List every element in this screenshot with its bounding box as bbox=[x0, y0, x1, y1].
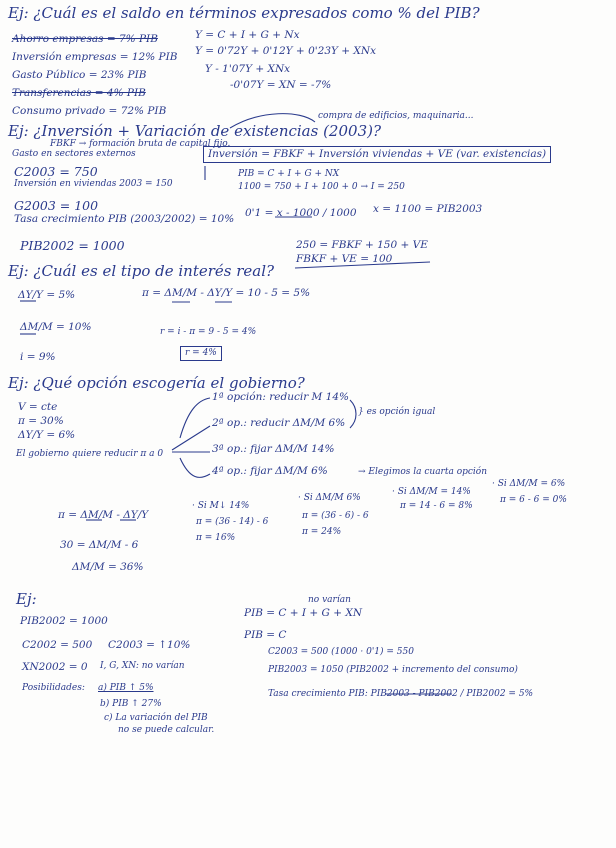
ex3-dm: ΔM/M = 10% bbox=[20, 321, 92, 333]
ex3-pi: π = ΔM/M - ΔY/Y = 10 - 5 = 5% bbox=[142, 287, 311, 299]
ex4-option4: 4ª op.: fijar ΔM/M 6% bbox=[212, 465, 328, 477]
ex5-option-c2: no se puede calcular. bbox=[118, 725, 215, 735]
ex5-r4: PIB2003 = 1050 (PIB2002 + incremento del consumo) bbox=[268, 665, 518, 675]
brace-top bbox=[180, 398, 210, 438]
ex2-eq5: 250 = FBKF + 150 + VE bbox=[296, 239, 428, 251]
ex3-question: Ej: ¿Cuál es el tipo de interés real? bbox=[8, 262, 275, 280]
ex5-r3: C2003 = 500 (1000 · 0'1) = 550 bbox=[268, 647, 414, 657]
ex5-option-b: b) PIB ↑ 27% bbox=[100, 699, 162, 709]
ex1-eq-1: Y = C + I + G + Nx bbox=[195, 29, 300, 41]
ex5-r2: PIB = C bbox=[244, 629, 287, 641]
ex4-case1-b: π = (36 - 14) - 6 bbox=[196, 517, 269, 527]
ex5-pos-label: Posibilidades: bbox=[22, 683, 85, 693]
brace-mid1 bbox=[172, 426, 210, 450]
ex1-question: Ej: ¿Cuál es el saldo en términos expresados como % del PIB? bbox=[8, 4, 480, 22]
ex5-c2002: C2002 = 500 bbox=[22, 639, 93, 651]
ex5-xn2002: XN2002 = 0 bbox=[22, 661, 88, 673]
ex5-note: no varían bbox=[308, 595, 351, 605]
ex4-formula: π = ΔM/M - ΔY/Y bbox=[58, 509, 149, 521]
ex5-c2003: C2003 = ↑10% bbox=[108, 639, 191, 651]
ex4-option3: 3ª op.: fijar ΔM/M 14% bbox=[212, 443, 335, 455]
ex2-eq6: FBKF + VE = 100 bbox=[296, 253, 393, 265]
ex4-v: V = cte bbox=[18, 401, 58, 413]
ex4-case4-a: · Si ΔM/M = 6% bbox=[492, 479, 566, 489]
ex2-boxed-formula: Inversión = FBKF + Inversión viviendas + VE (var. existencias) bbox=[203, 146, 551, 163]
ex3-r: r = i - π = 9 - 5 = 4% bbox=[160, 327, 257, 337]
ex2-eq1: PIB = C + I + G + NX bbox=[238, 169, 340, 179]
ex2-note-top: compra de edificios, maquinaria... bbox=[318, 111, 474, 121]
ex2-eq2: 1100 = 750 + I + 100 + 0 → I = 250 bbox=[238, 182, 405, 192]
ex1-item-ahorro: Ahorro empresas = 7% PIB bbox=[12, 33, 158, 45]
ex2-pib2002: PIB2002 = 1000 bbox=[20, 238, 125, 253]
ex2-g2003: G2003 = 100 bbox=[14, 198, 99, 213]
ex1-item-transferencias: Transferencias = 4% PIB bbox=[12, 87, 146, 99]
ex2-tasa: Tasa crecimiento PIB (2003/2002) = 10% bbox=[14, 213, 235, 225]
ex4-case1-c: π = 16% bbox=[196, 533, 236, 543]
ex4-pi: π = 30% bbox=[18, 415, 64, 427]
ex1-item-consumo: Consumo privado = 72% PIB bbox=[12, 105, 167, 117]
ex2-eq3: 0'1 = x - 1000 / 1000 bbox=[245, 207, 357, 219]
ex1-eq-3: Y - 1'07Y + XNx bbox=[205, 63, 291, 75]
ex5-option-a: a) PIB ↑ 5% bbox=[98, 683, 154, 693]
ex4-case3-a: · Si ΔM/M = 14% bbox=[392, 487, 471, 497]
ex4-case3-b: π = 14 - 6 = 8% bbox=[400, 501, 473, 511]
ex2-viviendas: Inversión en viviendas 2003 = 150 bbox=[14, 179, 173, 189]
ex1-eq-2: Y = 0'72Y + 0'12Y + 0'23Y + XNx bbox=[195, 45, 376, 57]
ex1-item-gasto: Gasto Público = 23% PIB bbox=[12, 69, 147, 81]
brace-right bbox=[350, 400, 356, 428]
ex4-case2-c: π = 24% bbox=[302, 527, 342, 537]
ex4-option2: 2ª op.: reducir ΔM/M 6% bbox=[212, 417, 346, 429]
ex5-option-c1: c) La variación del PIB bbox=[104, 713, 208, 723]
ex2-question: Ej: ¿Inversión + Variación de existencias (2003)? bbox=[8, 122, 382, 140]
ex5-pib2002: PIB2002 = 1000 bbox=[20, 615, 108, 627]
ex4-case4-b: π = 6 - 6 = 0% bbox=[500, 495, 567, 505]
ex4-case1-a: · Si M↓ 14% bbox=[192, 501, 250, 511]
ex3-i: i = 9% bbox=[20, 351, 56, 363]
ex4-same: } es opción igual bbox=[358, 407, 436, 417]
ex4-question: Ej: ¿Qué opción escogería el gobierno? bbox=[8, 374, 305, 392]
ex4-goal: El gobierno quiere reducir π a 0 bbox=[16, 449, 164, 459]
brace-bottom bbox=[180, 458, 210, 477]
ex5-title: Ej: bbox=[16, 590, 37, 608]
ex5-no-varian: I, G, XN: no varían bbox=[100, 661, 185, 671]
ex2-gasto: Gasto en sectores externos bbox=[12, 149, 136, 159]
ex5-r5: Tasa crecimiento PIB: PIB2003 - PIB2002 / PIB2002 = 5% bbox=[268, 689, 534, 699]
ex4-option1: 1ª opción: reducir M 14% bbox=[212, 391, 349, 403]
ex4-choose: → Elegimos la cuarta opción bbox=[358, 467, 488, 477]
ex2-fbkf: FBKF → formación bruta de capital fijo. bbox=[50, 139, 231, 149]
ex3-r-boxed: r = 4% bbox=[180, 346, 222, 361]
ex3-dy: ΔY/Y = 5% bbox=[18, 289, 76, 301]
ex4-dy: ΔY/Y = 6% bbox=[18, 429, 76, 441]
ex4-calc1: 30 = ΔM/M - 6 bbox=[60, 539, 139, 551]
ex2-eq4: x = 1100 = PIB2003 bbox=[373, 203, 483, 215]
ex5-r1: PIB = C + I + G + XN bbox=[244, 607, 363, 619]
ex4-case2-b: π = (36 - 6) - 6 bbox=[302, 511, 369, 521]
ex2-c2003: C2003 = 750 bbox=[14, 164, 98, 179]
ex4-case2-a: · Si ΔM/M 6% bbox=[298, 493, 361, 503]
ex1-item-inversion: Inversión empresas = 12% PIB bbox=[12, 51, 178, 63]
ex1-eq-4: -0'07Y = XN = -7% bbox=[230, 79, 332, 91]
ex4-calc2: ΔM/M = 36% bbox=[72, 561, 144, 573]
